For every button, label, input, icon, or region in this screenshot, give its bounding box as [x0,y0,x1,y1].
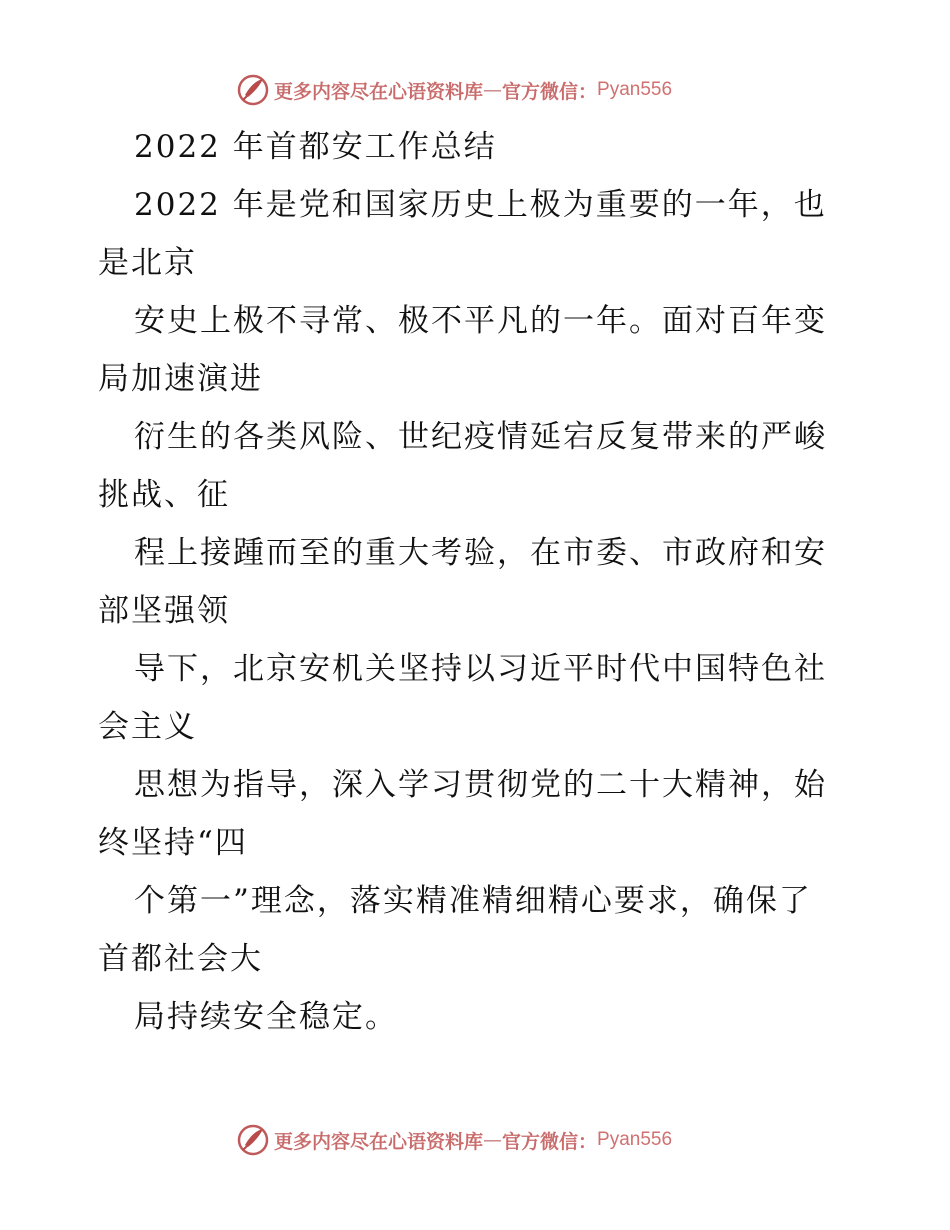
paragraph-line: 局持续安全稳定。 [134,999,398,1035]
watermark-footer [236,1122,672,1158]
watermark-separator: — [483,79,503,101]
watermark-account: Pyan556 [597,79,673,100]
paragraph-line: 是北京 [98,245,197,281]
paragraph-line: 安史上极不寻常、极不平凡的一年。面对百年变 [134,303,827,339]
paragraph-line: 个第一”理念，落实精准精细精心要求，确保了 [134,883,812,919]
paragraph-line: 衍生的各类风险、世纪疫情延宕反复带来的严峻 [134,419,827,455]
paragraph-line: 导下，北京安机关坚持以习近平时代中国特色社 [134,651,827,687]
paragraph-line: 局加速演进 [98,361,263,397]
watermark-separator: — [483,1129,503,1151]
paragraph-line: 终坚持“四 [98,825,248,861]
paragraph-line: 会主义 [98,709,197,745]
paragraph-line: 部坚强领 [98,593,230,629]
paragraph-line: 2022 年是党和国家历史上极为重要的一年，也 [134,187,827,223]
paragraph-line: 挑战、征 [98,477,230,513]
watermark-slogan: 更多内容尽在心语资料库 [274,80,484,103]
document-title: 2022 年首都安工作总结 [134,129,497,165]
paragraph-line: 首都社会大 [98,941,263,977]
watermark-account: Pyan556 [597,1129,673,1150]
watermark-header [236,72,672,108]
book-quill-logo-icon [236,1123,270,1157]
paragraph-line: 思想为指导，深入学习贯彻党的二十大精神，始 [134,767,827,803]
watermark-wechat-label: 官方微信： [502,80,598,103]
watermark-slogan: 更多内容尽在心语资料库 [274,1130,484,1153]
watermark-wechat-label: 官方微信： [502,1130,598,1153]
book-quill-logo-icon [236,73,270,107]
paragraph-line: 程上接踵而至的重大考验，在市委、市政府和安 [134,535,827,571]
